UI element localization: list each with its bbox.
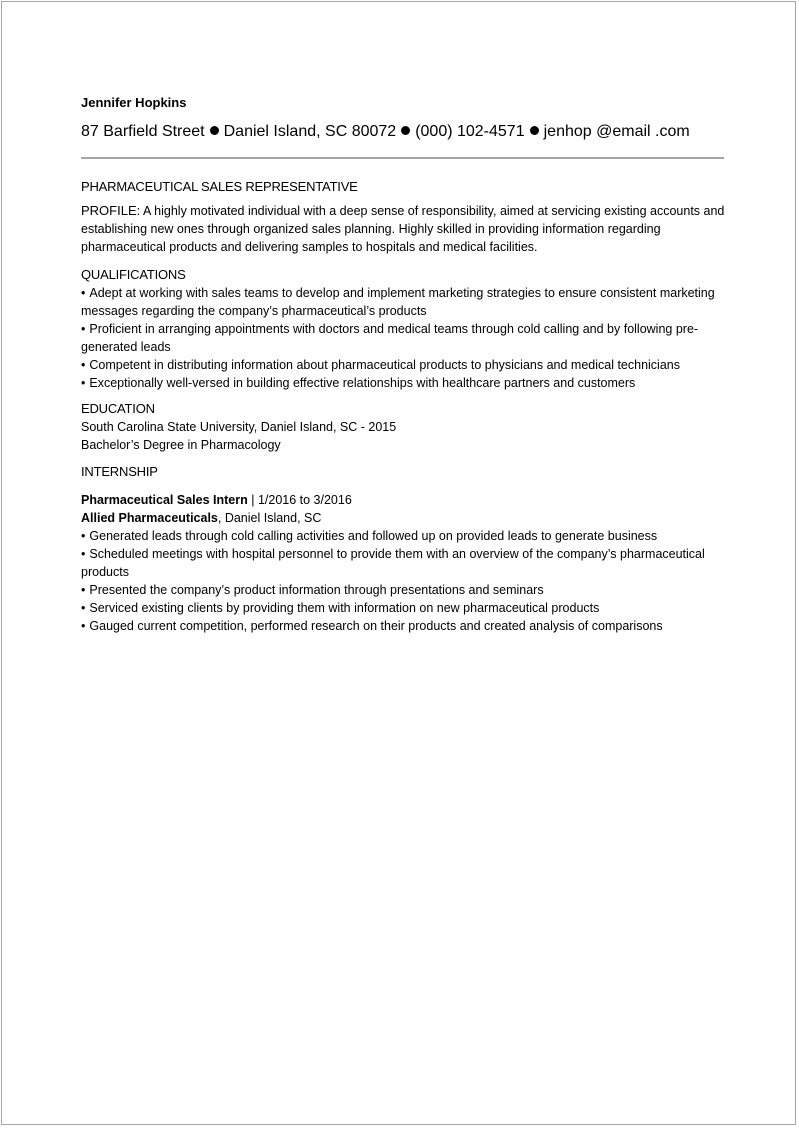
education-school: South Carolina State University, Daniel Island, SC - 2015 (81, 420, 397, 434)
bullet-separator-icon (401, 126, 410, 135)
bullet-separator-icon (210, 126, 219, 135)
contact-phone: (000) 102-4571 (415, 123, 525, 140)
header-divider (81, 157, 724, 159)
resume-page (1, 1, 796, 1125)
list-item: • Adept at working with sales teams to develop and implement marketing strategies to ensure consistent marketing messages regarding the company’s pharmaceutical’s products (81, 284, 726, 320)
candidate-name: Jennifer Hopkins (81, 95, 187, 110)
profile-text: A highly motivated individual with a deep sense of responsibility, aimed at servicing existing accounts and establishing new ones through organized sales planning. Highly skilled in providing information regarding pharmaceutical products and delivering samples to hospitals and medical facilities. (81, 204, 725, 254)
internship-location: , Daniel Island, SC (217, 511, 322, 525)
contact-email: jenhop @email .com (543, 123, 690, 140)
list-item: • Gauged current competition, performed research on their products and created analysis of comparisons (81, 617, 726, 635)
bullet-separator-icon (530, 126, 539, 135)
job-title: PHARMACEUTICAL SALES REPRESENTATIVE (81, 179, 358, 194)
internship-role-line (81, 491, 726, 527)
list-item: • Presented the company’s product information through presentations and seminars (81, 581, 726, 599)
list-item: • Proficient in arranging appointments with doctors and medical teams through cold calling and by following pre-generated leads (81, 320, 726, 356)
qualifications-list (81, 284, 726, 392)
list-item: • Scheduled meetings with hospital personnel to provide them with an overview of the company’s pharmaceutical products (81, 545, 726, 581)
qualifications-heading: QUALIFICATIONS (81, 267, 186, 282)
internship-heading: INTERNSHIP (81, 464, 158, 479)
internship-company: Allied Pharmaceuticals (81, 511, 218, 525)
contact-city: Daniel Island, SC 80072 (223, 123, 397, 140)
list-item: • Competent in distributing information about pharmaceutical products to physicians and medical technicians (81, 356, 726, 374)
internship-list (81, 527, 726, 635)
profile-label: PROFILE: (81, 203, 141, 218)
profile-paragraph (81, 202, 726, 256)
contact-street: 87 Barfield Street (81, 123, 205, 140)
education-heading: EDUCATION (81, 401, 155, 416)
list-item: • Exceptionally well-versed in building effective relationships with healthcare partners and customers (81, 374, 726, 392)
resume-content (81, 94, 726, 635)
list-item: • Serviced existing clients by providing them with information on new pharmaceutical products (81, 599, 726, 617)
internship-role: Pharmaceutical Sales Intern (81, 493, 248, 507)
contact-line (81, 122, 726, 142)
internship-dates: | 1/2016 to 3/2016 (247, 493, 352, 507)
list-item: • Generated leads through cold calling activities and followed up on provided leads to generate business (81, 527, 726, 545)
education-degree: Bachelor’s Degree in Pharmacology (81, 438, 281, 452)
